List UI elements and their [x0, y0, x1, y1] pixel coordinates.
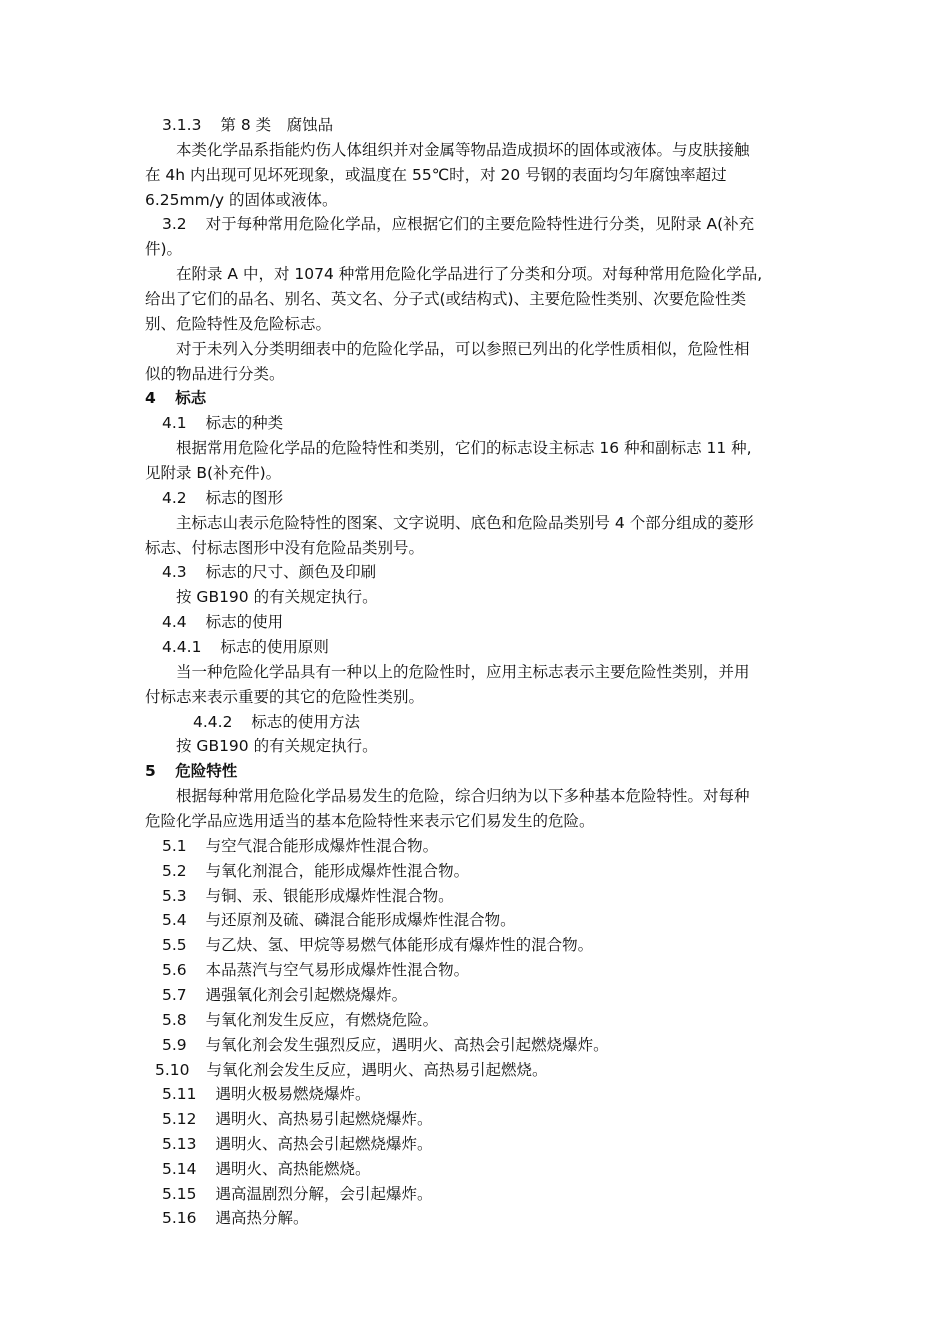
item-text: 与氧化剂发生反应，有燃烧危险。 [205, 1011, 439, 1029]
paragraph-line: 在附录 A 中，对 1074 种常用危险化学品进行了分类和分项。对每种常用危险化学品, [176, 265, 763, 283]
item-number: 5.7 [162, 986, 187, 1004]
list-item [162, 1034, 609, 1056]
item-number: 5.15 [162, 1185, 197, 1203]
section-number: 4.4.2 [193, 713, 233, 731]
paragraph-line: 在 4h 内出现可见坏死现象，或温度在 55℃时，对 20 号钢的表面均匀年腐蚀率超过 [145, 166, 727, 184]
list-item [162, 1207, 308, 1229]
chapter-4-heading [145, 387, 206, 409]
list-item [162, 909, 516, 931]
list-item [162, 885, 454, 907]
section-4-1-heading [162, 412, 283, 434]
paragraph-line: 件)。 [145, 240, 183, 258]
section-4-4-1-heading [162, 636, 329, 658]
section-number: 4.4 [162, 613, 187, 631]
section-4-4-heading [162, 611, 283, 633]
section-number: 4.3 [162, 563, 187, 581]
chapter-number: 5 [145, 762, 156, 780]
list-item [162, 860, 469, 882]
section-title: 第 8 类 腐蚀品 [220, 116, 334, 134]
paragraph-line: 标志、付标志图形中没有危险品类别号。 [145, 539, 425, 557]
list-item [162, 1133, 432, 1155]
item-number: 5.9 [162, 1036, 187, 1054]
item-number: 5.5 [162, 936, 187, 954]
section-number: 4.4.1 [162, 638, 202, 656]
item-text: 与还原剂及硫、磷混合能形成爆炸性混合物。 [205, 911, 516, 929]
list-item [162, 934, 593, 956]
section-title: 标志的使用原则 [220, 638, 329, 656]
list-item [162, 1158, 370, 1180]
list-item [162, 1108, 432, 1130]
section-title: 标志的种类 [205, 414, 284, 432]
section-title: 标志的使用方法 [251, 713, 360, 731]
section-4-3-heading [162, 561, 376, 583]
section-4-4-2-heading [193, 711, 360, 733]
item-number: 5.8 [162, 1011, 187, 1029]
section-title: 标志的使用 [205, 613, 284, 631]
item-number: 5.12 [162, 1110, 197, 1128]
paragraph-line: 别、危险特性及危险标志。 [145, 315, 332, 333]
paragraph-line: 似的物品进行分类。 [145, 365, 285, 383]
paragraph-line: 按 GB190 的有关规定执行。 [176, 737, 378, 755]
paragraph-line: 对于未列入分类明细表中的危险化学品，可以参照已列出的化学性质相似，危险性相 [176, 340, 750, 358]
chapter-title: 危险特性 [175, 762, 238, 780]
list-item [162, 959, 469, 981]
item-text: 遇高温剧烈分解，会引起爆炸。 [215, 1185, 433, 1203]
list-item [162, 835, 438, 857]
list-item [162, 1009, 438, 1031]
item-number: 5.3 [162, 887, 187, 905]
item-text: 本品蒸汽与空气易形成爆炸性混合物。 [205, 961, 470, 979]
section-number: 4.1 [162, 414, 187, 432]
item-text: 遇明火、高热能燃烧。 [215, 1160, 371, 1178]
section-number: 3.2 [162, 215, 187, 233]
paragraph-line: 给出了它们的品名、别名、英文名、分子式(或结构式)、主要危险性类别、次要危险性类 [145, 290, 747, 308]
section-title: 标志的图形 [205, 489, 284, 507]
section-number: 4.2 [162, 489, 187, 507]
item-text: 遇强氧化剂会引起燃烧爆炸。 [205, 986, 408, 1004]
item-number: 5.10 [155, 1061, 190, 1079]
item-text: 遇明火、高热会引起燃烧爆炸。 [215, 1135, 433, 1153]
list-item [162, 984, 407, 1006]
paragraph-line: 按 GB190 的有关规定执行。 [176, 588, 378, 606]
item-text: 遇明火极易燃烧爆炸。 [215, 1085, 371, 1103]
section-4-2-heading [162, 487, 283, 509]
item-text: 遇明火、高热易引起燃烧爆炸。 [215, 1110, 433, 1128]
list-item [155, 1059, 547, 1081]
item-number: 5.14 [162, 1160, 197, 1178]
paragraph-line: 根据常用危险化学品的危险特性和类别，它们的标志设主标志 16 种和副标志 11 种, [176, 439, 752, 457]
chapter-5-heading [145, 760, 237, 782]
item-text: 与氧化剂会发生强烈反应，遇明火、高热会引起燃烧爆炸。 [205, 1036, 609, 1054]
section-3-1-3-heading [162, 114, 333, 136]
section-text: 对于每种常用危险化学品，应根据它们的主要危险特性进行分类，见附录 A(补充 [205, 215, 755, 233]
paragraph-line: 见附录 B(补充件)。 [145, 464, 282, 482]
item-text: 与氧化剂混合，能形成爆炸性混合物。 [205, 862, 470, 880]
paragraph-line: 6.25mm/y 的固体或液体。 [145, 191, 338, 209]
paragraph-line: 本类化学品系指能灼伤人体组织并对金属等物品造成损坏的固体或液体。与皮肤接触 [176, 141, 750, 159]
item-number: 5.13 [162, 1135, 197, 1153]
list-item [162, 1183, 432, 1205]
item-text: 与铜、汞、银能形成爆炸性混合物。 [205, 887, 454, 905]
item-text: 遇高热分解。 [215, 1209, 309, 1227]
item-text: 与氧化剂会发生反应，遇明火、高热易引起燃烧。 [206, 1061, 548, 1079]
paragraph-line: 当一种危险化学品具有一种以上的危险性时，应用主标志表示主要危险性类别，并用 [176, 663, 750, 681]
paragraph-line: 付标志来表示重要的其它的危险性类别。 [145, 688, 425, 706]
list-item [162, 1083, 370, 1105]
chapter-number: 4 [145, 389, 156, 407]
item-number: 5.4 [162, 911, 187, 929]
paragraph-line: 根据每种常用危险化学品易发生的危险，综合归纳为以下多种基本危险特性。对每种 [176, 787, 750, 805]
item-number: 5.16 [162, 1209, 197, 1227]
item-number: 5.1 [162, 837, 187, 855]
chapter-title: 标志 [175, 389, 207, 407]
item-number: 5.2 [162, 862, 187, 880]
section-3-2-heading [162, 213, 754, 235]
item-text: 与空气混合能形成爆炸性混合物。 [205, 837, 439, 855]
item-number: 5.11 [162, 1085, 197, 1103]
section-number: 3.1.3 [162, 116, 202, 134]
item-text: 与乙炔、氢、甲烷等易燃气体能形成有爆炸性的混合物。 [205, 936, 594, 954]
paragraph-line: 危险化学品应选用适当的基本危险特性来表示它们易发生的危险。 [145, 812, 595, 830]
item-number: 5.6 [162, 961, 187, 979]
section-title: 标志的尺寸、颜色及印刷 [205, 563, 377, 581]
paragraph-line: 主标志山表示危险特性的图案、文字说明、底色和危险品类别号 4 个部分组成的菱形 [176, 514, 754, 532]
